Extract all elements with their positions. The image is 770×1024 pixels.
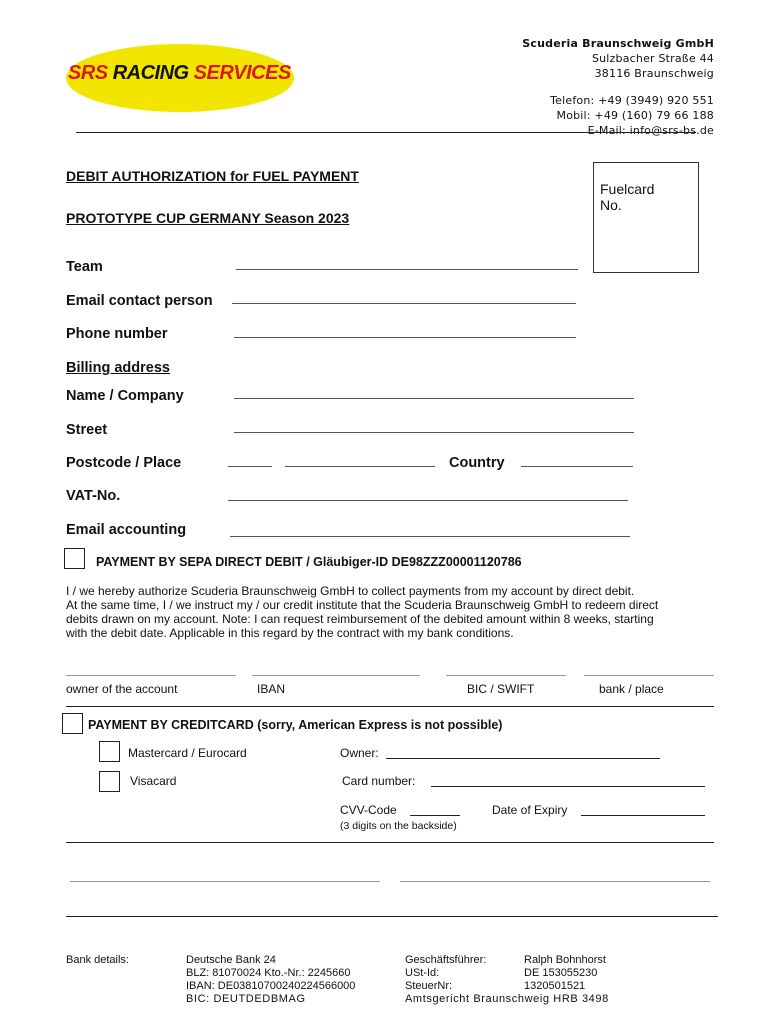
card-number-field[interactable]: [431, 786, 705, 787]
name-company-field[interactable]: [234, 398, 634, 399]
cc-owner-label: Owner:: [340, 746, 379, 760]
management-labels: [405, 954, 486, 993]
email-contact-field[interactable]: [232, 303, 576, 304]
logo-racing: RACING: [112, 62, 189, 84]
street-label: Street: [66, 422, 108, 438]
fuelcard-box[interactable]: [593, 162, 699, 273]
sepa-checkbox[interactable]: [64, 548, 85, 569]
mastercard-label: Mastercard / Eurocard: [128, 746, 247, 760]
visacard-label: Visacard: [130, 774, 177, 788]
creditcard-divider: [66, 842, 714, 843]
sepa-line-1: I / we hereby authorize Scuderia Braunschweig GmbH to collect payments from my account by direct debit.: [66, 584, 635, 598]
court-registration: Amtsgericht Braunschweig HRB 3498: [405, 993, 609, 1005]
street-field[interactable]: [234, 432, 634, 433]
country-field[interactable]: [521, 466, 633, 467]
phone-field[interactable]: [234, 337, 576, 338]
company-phone: Telefon: +49 (3949) 920 551: [550, 94, 714, 107]
company-name: Scuderia Braunschweig GmbH: [522, 37, 714, 50]
mgmt-value-1: Ralph Bohnhorst: [524, 954, 606, 966]
fuelcard-label: Fuelcard No.: [600, 181, 655, 213]
sepa-divider: [66, 706, 714, 707]
postcode-place-label: Postcode / Place: [66, 455, 182, 471]
team-label: Team: [66, 259, 103, 275]
expiry-label: Date of Expiry: [492, 803, 568, 817]
bank-field[interactable]: [584, 675, 714, 676]
name-company-label: Name / Company: [66, 388, 184, 404]
logo-services: SERVICES: [193, 62, 291, 84]
vat-label: VAT-No.: [66, 488, 121, 504]
bic-field[interactable]: [446, 675, 566, 676]
bank-line-4: BIC: DEUTDEDBMAG: [186, 993, 306, 1005]
email-accounting-label: Email accounting: [66, 522, 187, 538]
mgmt-label-2: USt-Id:: [405, 967, 440, 979]
srs-logo: [62, 38, 302, 118]
bank-details: [186, 954, 355, 1006]
postcode-field[interactable]: [228, 466, 272, 467]
mgmt-value-3: 1320501521: [524, 980, 586, 992]
card-number-label: Card number:: [342, 774, 416, 788]
owner-field[interactable]: [66, 675, 236, 676]
cvv-note: (3 digits on the backside): [340, 820, 457, 832]
footer-divider: [66, 916, 718, 917]
company-mobile: Mobil: +49 (160) 79 66 188: [556, 109, 714, 122]
billing-heading: Billing address: [66, 360, 170, 376]
signature-place-date-field[interactable]: [70, 881, 380, 882]
creditcard-title: PAYMENT BY CREDITCARD (sorry, American Express is not possible): [88, 718, 503, 732]
sepa-line-3: debits drawn on my account. Note: I can request reimbursement of the debited amount within 8 weeks, starting: [66, 612, 654, 626]
email-contact-label: Email contact person: [66, 293, 213, 309]
form-title: DEBIT AUTHORIZATION for FUEL PAYMENT: [66, 168, 359, 184]
mgmt-label-1: Geschäftsführer:: [405, 954, 487, 966]
iban-label: IBAN: [257, 682, 286, 696]
bic-label: BIC / SWIFT: [467, 682, 535, 696]
bank-line-1: Deutsche Bank 24: [186, 954, 276, 966]
signature-field[interactable]: [400, 881, 710, 882]
mgmt-label-3: SteuerNr:: [405, 980, 453, 992]
mastercard-checkbox[interactable]: [99, 741, 120, 762]
iban-field[interactable]: [252, 675, 420, 676]
company-street: Sulzbacher Straße 44: [591, 52, 714, 65]
bank-line-2: BLZ: 81070024 Kto.-Nr.: 2245660: [186, 967, 351, 979]
sepa-line-4: with the debit date. Applicable in this regard by the contract with my bank conditions.: [66, 626, 514, 640]
form-subtitle: PROTOTYPE CUP GERMANY Season 2023: [66, 210, 350, 226]
mgmt-value-2: DE 153055230: [524, 967, 598, 979]
sepa-paragraph: [66, 584, 746, 640]
bank-details-label: Bank details:: [66, 954, 129, 966]
country-label: Country: [449, 455, 505, 471]
cvv-field[interactable]: [410, 815, 460, 816]
email-accounting-field[interactable]: [230, 536, 630, 537]
company-info: [522, 36, 714, 138]
bank-label: bank / place: [599, 682, 664, 696]
creditcard-checkbox[interactable]: [62, 713, 83, 734]
place-field[interactable]: [285, 466, 435, 467]
phone-label: Phone number: [66, 326, 168, 342]
management-values: [524, 954, 606, 993]
cc-owner-field[interactable]: [386, 758, 660, 759]
sepa-line-2: At the same time, I / we instruct my / our credit institute that the Scuderia Braunschweig GmbH to redeem direct: [66, 598, 659, 612]
header-divider: [76, 132, 696, 133]
visacard-checkbox[interactable]: [99, 771, 120, 792]
sepa-title: PAYMENT BY SEPA DIRECT DEBIT / Gläubiger-ID DE98ZZZ00001120786: [96, 555, 522, 569]
vat-field[interactable]: [228, 500, 628, 501]
logo-srs: SRS: [68, 62, 108, 84]
team-field[interactable]: [236, 269, 578, 270]
company-email: E-Mail: info@srs-bs.de: [587, 124, 714, 137]
bank-line-3: IBAN: DE03810700240224566000: [186, 980, 356, 992]
expiry-field[interactable]: [581, 815, 705, 816]
company-city: 38116 Braunschweig: [594, 67, 714, 80]
owner-label: owner of the account: [66, 682, 178, 696]
cvv-label: CVV-Code: [340, 803, 397, 817]
